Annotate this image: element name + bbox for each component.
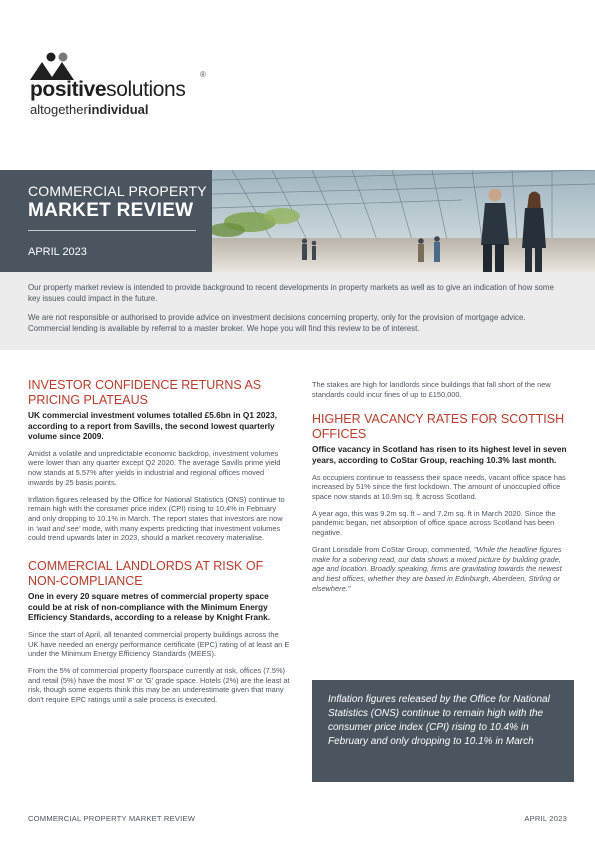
- section-lead: Office vacancy in Scotland has risen to its highest level in seven years, according to CoStar Group, reaching 10.3% last month.: [312, 444, 567, 465]
- section-paragraph: The stakes are high for landlords since buildings that fall short of the new standards could incur fines of up to £150,000.: [312, 380, 551, 399]
- logo-mark-icon: [30, 52, 78, 80]
- pull-quote: [312, 680, 574, 782]
- logo-tagline: altogetherindividual: [30, 102, 149, 117]
- section-paragraph: As occupiers continue to reassess their space needs, vacant office space has increased by 51% since the first lockdown. The amount of unoccupied office space now stands at 10.9m sq. ft across Scotland.: [312, 472, 566, 501]
- hero-title-line2: MARKET REVIEW: [28, 200, 194, 221]
- hero-banner: [0, 170, 595, 272]
- left-column: [28, 378, 290, 712]
- hero-divider: [28, 230, 196, 231]
- section-paragraph: Inflation figures released by the Office for National Statistics (ONS) continue to remain high with the consumer price index (CPI) rising to 10.4% in February and only dropping to 10.1% in March. The report states that investors are now in 'wait and see' mode, with many experts predicting that investment volumes could trend upwards later in 2023, should a market recovery materialise.: [28, 494, 285, 543]
- section-paragraph: Amidst a volatile and unpredictable economic backdrop, investment volumes were lower than any quarter except Q2 2020. The average Savills prime yield now stands at 5.57% after yields in industrial and regional offices moved inwards by 25 basis points.: [28, 448, 281, 487]
- registered-mark: ®: [200, 70, 206, 79]
- hero-photo: [212, 170, 595, 272]
- section-paragraph: Grant Lonsdale from CoStar Group, commented, "While the headline figures make for a sobering read, our data shows a mixed picture by building grade, age and location. Broadly speaking, firms are gravitating towards the newest and best offices, whether they are based in Edinburgh, Aberdeen, Stirling or elsewhere.": [312, 544, 562, 593]
- pull-quote-text: Inflation figures released by the Office for National Statistics (ONS) continue to remain high with the consumer price index (CPI) rising to 10.4% in February and only dropping to 10.1% in March: [328, 694, 550, 747]
- section-lead: UK commercial investment volumes totalled £5.6bn in Q1 2023, according to a report from Savills, the second lowest quarterly volume since 2009.: [28, 410, 277, 442]
- office-people-illustration: [212, 170, 595, 272]
- intro-panel: [0, 272, 595, 350]
- section-paragraph: From the 5% of commercial property floorspace currently at risk, offices (7.5%) and retail (5%) have the most 'F' or 'G' grade space. Hotels (2%) are the least at risk, though some experts think this may be an underestimate given that many don't require EPC ratings until a sale process is executed.: [28, 666, 290, 705]
- hero-title-line1: COMMERCIAL PROPERTY: [28, 183, 207, 199]
- brand-logo: [30, 52, 230, 122]
- section-paragraph: A year ago, this was 9.2m sq. ft – and 7.2m sq. ft in March 2020. Since the pandemic began, net absorption of office space across Scotland has been negative.: [312, 508, 556, 538]
- intro-paragraph: Our property market review is intended to provide background to recent developments in property markets as well as to give an indication of how some key issues could impact in the future.: [28, 283, 554, 303]
- footer-title: COMMERCIAL PROPERTY MARKET REVIEW: [28, 814, 196, 823]
- section-lead: One in every 20 square metres of commercial property space could be at risk of non-compliance with the Minimum Energy Efficiency Standards, according to a release by Knight Frank.: [28, 591, 271, 623]
- section-heading-investor: INVESTOR CONFIDENCE RETURNS AS PRICING PLATEAUS: [28, 378, 262, 407]
- section-heading-vacancy: HIGHER VACANCY RATES FOR SCOTTISH OFFICES: [312, 412, 565, 441]
- right-column: [312, 380, 570, 600]
- intro-paragraph: We are not responsible or authorised to provide advice on investment decisions concerning property, only for the provision of mortgage advice. Commercial lending is available by referral to a master broker. We hope you will find this review to be of interest.: [28, 313, 526, 333]
- section-paragraph: Since the start of April, all tenanted commercial property buildings across the UK have needed an energy performance certificate (EPC) rating of at least an E under the Minimum Energy Efficiency Standards (MEES).: [28, 629, 290, 659]
- footer-date: APRIL 2023: [524, 814, 567, 823]
- section-heading-landlords: COMMERCIAL LANDLORDS AT RISK OF NON-COMPLIANCE: [28, 559, 264, 588]
- logo-wordmark: positivesolutions: [30, 78, 186, 101]
- hero-date: APRIL 2023: [28, 246, 87, 258]
